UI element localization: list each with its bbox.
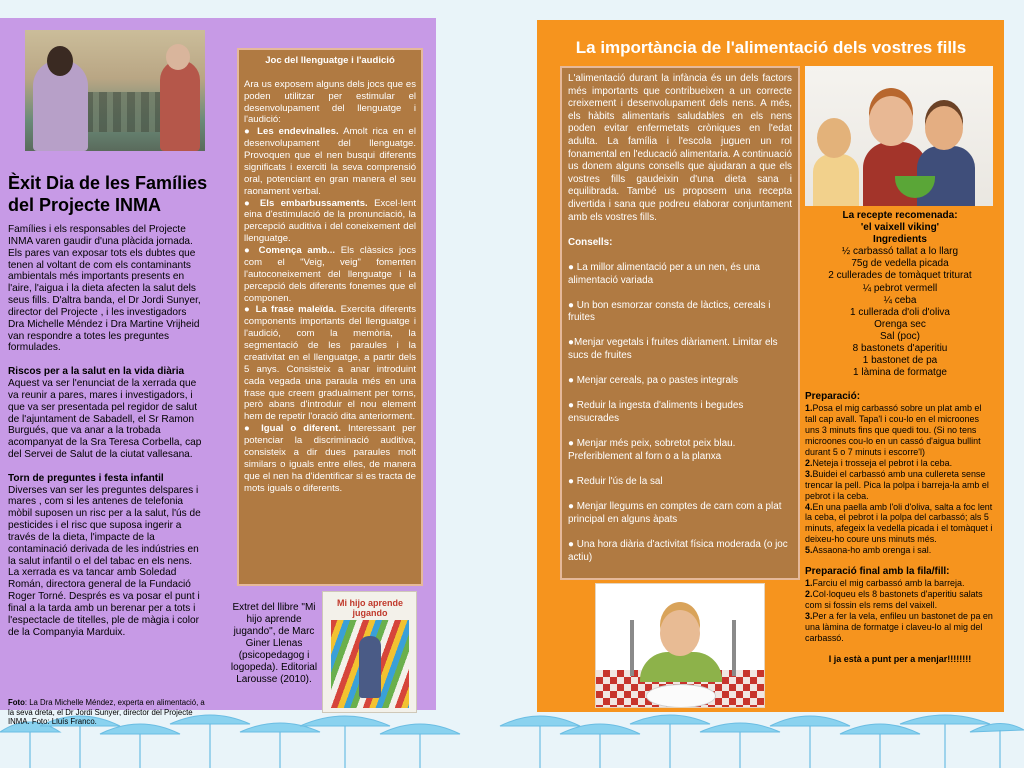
nutrition-title: La importància de l'alimentació dels vostres fills	[575, 38, 967, 57]
ingredient-item: 1 cullerada d'oli d'oliva	[850, 306, 950, 318]
box-item: ● Els embarbussaments. Excel·lent eina d'estimulació de la pronunciació, la percepció auditiva i del coneixement del llenguatge.	[244, 197, 416, 245]
box-item: ● La frase maleïda. Exercita diferents components importants del llenguatge i l'audició, com la memòria, la segmentació de les paraules i la creativitat en el llenguatge, a partir dels 5 anys. Consisteix a anar introduint cada vegada una paraula més en una frase que creem gradualment per torns, però abans d'introduir el nou element hem de repetir l'oració dita anteriorment.	[244, 304, 416, 423]
article-body	[8, 224, 204, 650]
ingredient-item: ¼ pebrot vermell	[862, 282, 938, 294]
tip-item: ● Menjar llegums en comptes de carn com a plat principal en alguns àpats	[568, 501, 782, 525]
ingredients-heading: Ingredients	[873, 234, 927, 246]
language-games-box	[237, 48, 423, 586]
knife-icon	[630, 620, 634, 676]
boy-with-plate-photo	[595, 583, 765, 708]
fork-icon	[732, 620, 736, 676]
photo-caption: Foto: La Dra Michelle Méndez, experta en alimentació, a la seva dreta, el Dr Jordi Sunyer, director del Projecte INMA. Foto: Lluís Franco.	[8, 698, 205, 727]
step-item: 4.En una paella amb l'oli d'oliva, salta a foc lent la ceba, el pebrot i la polpa del carbassó; als 5 minuts, afegeix la vedella picada i el tomàquet i deixeu-ho coure uns minuts més.	[805, 501, 993, 545]
tip-item: ● Menjar més peix, sobretot peix blau. Preferiblement al forn o a la planxa	[568, 438, 736, 462]
tip-item: ● Menjar cereals, pa o pastes integrals	[568, 375, 739, 387]
box-title: Joc del llenguatge i l'audició	[265, 55, 395, 66]
preparation-heading: Preparació:	[805, 391, 861, 403]
meeting-photo	[25, 30, 205, 151]
recipe-closing: I ja està a punt per a menjar!!!!!!!!	[828, 653, 972, 664]
final-step-item: 3.Per a fer la vela, enfileu un bastonet de pa en una làmina de formatge i claveu-lo al mig del carbassó.	[805, 610, 993, 643]
ingredient-item: 75g de vedella picada	[851, 258, 949, 270]
section-text-risks: Aquest va ser l'enunciat de la xerrada que va reunir a pares, mares i investigadors, i que va ser presentada pel regidor de salut de l'ajuntament de Sabadell, el Sr Ramon Burgués, que va anar a la trobada acompanyat de la Sra Teresa Corbella, cap del Servei de Salut de la ciutat vallesana.	[8, 377, 202, 461]
family-eating-photo	[805, 66, 993, 206]
final-step-item: 1.Farciu el mig carbassó amb la barreja.	[805, 578, 965, 589]
preparation-steps	[805, 403, 995, 556]
step-item: 1.Posa el mig carbassó sobre un plat amb el tall cap avall. Tapa'l i cou-lo en el microones uns 3 minuts fins que quedi tou. (Si no tens microones cou-lo en un cassó d'aigua bullint durant 5 o 7 minuts i escorre'l)	[805, 403, 982, 458]
section-heading-risks: Riscos per a la salut en la vida diària	[8, 366, 185, 378]
article-intro: Famílies i els responsables del Projecte INMA varen gaudir d'una plàcida jornada. Els pares van exposar tots els dubtes que tenen al voltant de com els contaminants ambientals més importants presents en l'aire, l'aigua i la dieta afecten la salut dels seus fills. D'altra banda, el Dr Jordi Sunyer, director del Projecte , i les investigadors Dra Michelle Méndez i Dra Martine Vrijheid van respondre a totes les preguntes formulades.	[8, 224, 201, 354]
ingredient-item: 8 bastonets d'aperitiu	[852, 343, 948, 355]
nutrition-info-box	[560, 66, 800, 580]
nutrition-intro: L'alimentació durant la infància és un dels factors més importants que contribueixen a un correcte creixement i desenvolupament dels nens. A més, els hàbits alimentaris saludables en els nens poden evitar enfermetats cròniques en l'edat adulta. La família i l'escola juguen un rol fonamental en l'educació alimentaria. A continuació us donem alguns consells que ajudaran a que els vostres fills gaudeixin d'una dieta sana i equilibrada. També us proposem una recepta divertida i sana que podreu elaborar conjuntament amb els vostres fills.	[568, 73, 792, 223]
ingredient-item: 2 cullerades de tomàquet triturat	[828, 270, 972, 282]
ingredient-item: Orenga sec	[874, 318, 926, 330]
tips-heading: Consells:	[568, 236, 613, 248]
step-item: 5.Assaona-ho amb orenga i sal.	[805, 545, 932, 556]
recipe-name: 'el vaixell viking'	[860, 222, 940, 234]
ingredient-item: 1 bastonet de pa	[862, 355, 938, 367]
ingredient-item: ¼ ceba	[883, 294, 917, 306]
book-cover-title: Mi hijo aprende jugando	[336, 598, 403, 618]
book-cover-image	[322, 591, 417, 713]
section-text-questions: Diverses van ser les preguntes delspares i mares , com si les antenes de telefonia mòbil suposen un risc per a la salut, l'ús de pesticides i el risc que suposa ingerir a través de la dieta, l'impacte de la contaminació derivada de les indústries en la salut infantil o el del tabac en els nens. La xerrada es va tancar amb Soledad Román, directora general de la Fundació Roger Torné. Després es va posar el punt i final a la tarda amb un berenar per a tots i l'espectacle de titelles, ple de màgia i color de la Companyia Marduix.	[8, 484, 201, 638]
final-steps	[805, 578, 995, 643]
box-item: ● Igual o diferent. Interessant per potenciar la discriminació auditiva, consisteix a dir dues paraules molt similars o iguals entre elles, de manera que el nen ha d'identificar si es tracta de mots iguals o diferents.	[244, 423, 416, 494]
recipe-heading: La recepte recomenada:	[842, 210, 958, 221]
box-item: ● Les endevinalles. Amolt rica en el desenvolupament del llenguatge. Provoquen que el nen busqui diferents significats i exerciti la seva comprensió oral, potenciant en gran manera el seu raonament verbal.	[244, 126, 416, 197]
tip-item: ● Reduir la ingesta d'aliments i begudes ensucrades	[568, 400, 744, 425]
plate-icon	[646, 684, 716, 708]
tip-item: ● Un bon esmorzar consta de làctics, cereals i fruites	[568, 299, 771, 324]
book-reference: Extret del llibre "Mi hijo aprende jugando", de Marc Giner Llenas (psicopedagog i logopeda). Editorial Larousse (2010).	[230, 602, 318, 685]
ingredient-item: 1 làmina de formatge	[853, 367, 947, 379]
box-item: ● Comença amb... Els clàssics jocs com el "Veig, veig" fomenten l'autoconeixement del llenguatge i la percepció dels diferents fonemes que el componen.	[244, 245, 416, 304]
ingredient-item: ½ carbassó tallat a lo llarg	[841, 246, 959, 258]
left-page	[0, 18, 436, 727]
article-title: Èxit Dia de les Famílies del Projecte INMA	[8, 173, 208, 215]
step-item: 3.Buidei el carbassó amb una cullereta sense trencar la pell. Pica la polpa i barreja-la amb el pebrot i la ceba.	[805, 468, 989, 501]
box-intro: Ara us exposem alguns dels jocs que es poden utilitzar per estimular el desenvolupament del llenguatge i l'audició:	[244, 78, 416, 126]
tip-item: ● Reduir l'ús de la sal	[568, 476, 663, 487]
ingredient-item: Sal (poc)	[879, 330, 920, 342]
section-heading-questions: Torn de preguntes i festa infantil	[8, 472, 164, 484]
step-item: 2.Neteja i trosseja el pebrot i la ceba.	[805, 457, 953, 468]
tip-item: ● La millor alimentació per a un nen, és una alimentació variada	[568, 261, 761, 286]
final-preparation-heading: Preparació final amb la fila/fill:	[805, 566, 950, 578]
recipe-section	[805, 210, 995, 665]
final-step-item: 2.Col·loqueu els 8 bastonets d'aperitiu salats com si fossin els rems del vaixell.	[805, 589, 983, 610]
tip-item: ● Una hora diària d'activitat física moderada (o joc actiu)	[568, 538, 788, 563]
tips-list	[568, 262, 792, 564]
right-page	[537, 20, 1004, 712]
tip-item: ●Menjar vegetals i fruites diàriament. Limitar els sucs de fruites	[568, 337, 778, 362]
